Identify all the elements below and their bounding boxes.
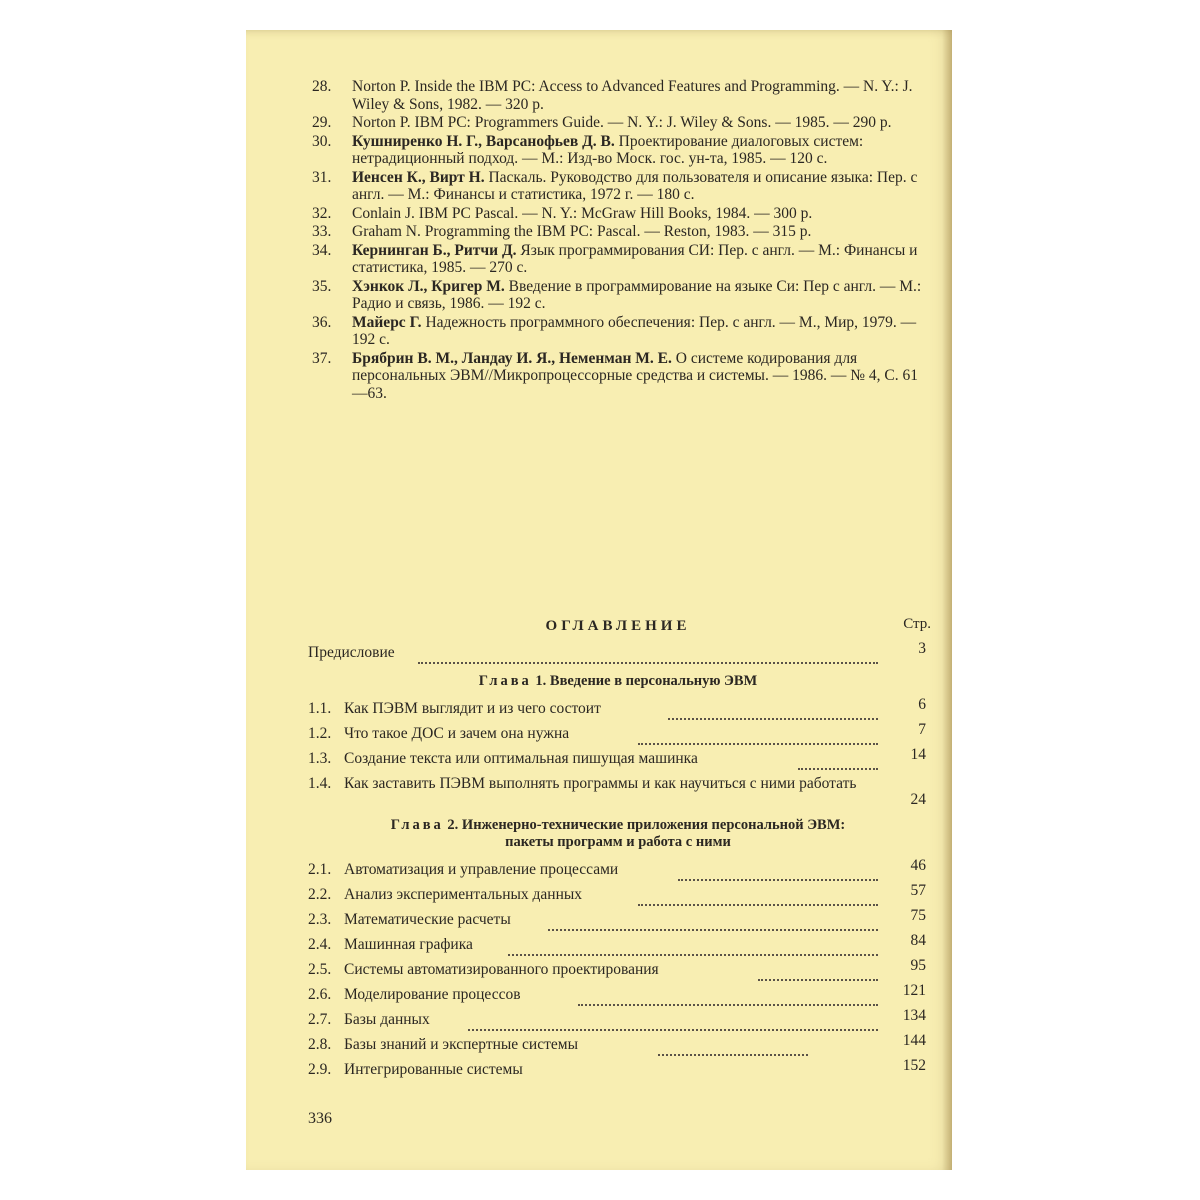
bibliography-entry [308, 78, 928, 113]
chapter-heading [308, 817, 928, 851]
entry-number: 31. [312, 168, 332, 186]
toc-entry-number: 1.3. [308, 750, 332, 767]
toc-entry-number: 2.2. [308, 886, 332, 903]
toc-entry-text: Как заставить ПЭВМ выполнять программы и как научиться с ними работать [344, 775, 857, 792]
toc-entry-text: Интегрированные системы [344, 1061, 523, 1078]
entry-authors: Кернинган Б., Ритчи Д. [352, 241, 517, 259]
toc-entry [308, 771, 928, 809]
entry-text: Norton P. IBM PC: Programmers Guide. — N. Y.: J. Wiley & Sons. — 1985. — 290 p. [352, 114, 892, 131]
toc-entry-text: Системы автоматизированного проектирования [344, 961, 659, 978]
entry-number: 34. [312, 241, 332, 259]
entry-text: Norton P. Inside the IBM PC: Access to Advanced Features and Programming. — N. Y.: J. Wiley & Sons, 1982. — 320 p. [352, 78, 913, 113]
bibliography-entry [308, 242, 928, 277]
toc-entry-page: 14 [910, 746, 926, 763]
chapter-title-continued: пакеты программ и работа с ними [505, 834, 731, 850]
entry-number: 37. [312, 349, 332, 367]
chapter-title: 2. Инженерно-технические приложения персональной ЭВМ: [447, 817, 846, 833]
toc-entry-number: 1.4. [308, 775, 332, 792]
bibliography-list [308, 78, 928, 403]
entry-text: Язык программирования СИ: Пер. с англ. — М.: Финансы и статистика, 1985. — 270 с. [352, 241, 918, 276]
bibliography-entry [308, 169, 928, 204]
entry-number: 30. [312, 132, 332, 150]
toc-entry [308, 957, 928, 982]
entry-text: Надежность программного обеспечения: Пер. с англ. — М., Мир, 1979. — 192 с. [352, 313, 917, 348]
toc-entry-text: Что такое ДОС и зачем она нужна [344, 725, 570, 742]
toc-entry-number: 2.4. [308, 936, 332, 953]
toc-entry-number: 2.3. [308, 911, 332, 928]
toc-entry-page: 144 [902, 1032, 926, 1049]
table-of-contents [308, 616, 931, 1082]
bibliography-entry [308, 350, 928, 403]
toc-entry-number: 2.6. [308, 986, 332, 1003]
toc-entry-text: Математические расчеты [344, 911, 511, 928]
entry-text: Паскаль. Руководство для пользователя и описание языка: Пер. с англ. — М.: Финансы и статистика, 1972 г. — 180 с. [352, 168, 918, 203]
entry-number: 36. [312, 313, 332, 331]
toc-entry [308, 1007, 928, 1032]
toc-entry-page: 121 [902, 982, 926, 999]
toc-entry-number: 1.2. [308, 725, 332, 742]
entry-text: Graham N. Programming the IBM PC: Pascal. — Reston, 1983. — 315 p. [352, 223, 812, 240]
entry-number: 35. [312, 277, 332, 295]
chapter-title: 1. Введение в персональную ЭВМ [535, 673, 758, 689]
toc-entry [308, 746, 928, 771]
dot-leader [668, 704, 878, 720]
toc-entry [308, 982, 928, 1007]
toc-entry-page: 6 [918, 696, 926, 713]
entry-text: Conlain J. IBM PC Pascal. — N. Y.: McGraw Hill Books, 1984. — 300 p. [352, 204, 813, 222]
book-page [246, 30, 952, 1170]
bibliography-entry [308, 278, 928, 313]
toc-title: ОГЛАВЛЕНИЕ [545, 618, 691, 634]
toc-entry-number: 2.1. [308, 861, 332, 878]
toc-entry-number: 2.5. [308, 961, 332, 978]
entry-number: 29. [312, 114, 332, 131]
bibliography-entry [308, 223, 928, 241]
toc-entry-page: 7 [918, 721, 926, 738]
toc-entry-text: Предисловие [308, 644, 395, 661]
toc-entry-page: 95 [910, 957, 926, 974]
toc-entry [308, 907, 928, 932]
dot-leader [418, 648, 878, 664]
entry-text: Проектирование диалоговых систем: нетрадиционный подход. — М.: Изд-во Моск. гос. ун-та, 1985. — 120 с. [352, 132, 864, 167]
toc-entry-text: Автоматизация и управление процессами [344, 861, 619, 878]
entry-authors: Хэнкок Л., Кригер М. [352, 277, 505, 295]
toc-entry-page: 3 [918, 640, 926, 657]
toc-entry [308, 932, 928, 957]
entry-number: 33. [312, 223, 332, 240]
dot-leader [798, 754, 878, 770]
bibliography-entry [308, 133, 928, 168]
toc-entry-text: Базы данных [344, 1011, 430, 1028]
toc-entry [308, 1057, 928, 1082]
toc-entry [308, 1032, 928, 1057]
entry-authors: Кушниренко Н. Г., Варсанофьев Д. В. [352, 132, 615, 150]
toc-entry-number: 2.9. [308, 1061, 332, 1078]
toc-entry-number: 2.8. [308, 1036, 332, 1053]
dot-leader [638, 729, 878, 745]
toc-entry-page: 24 [910, 791, 926, 808]
chapter-label: Глава [390, 817, 444, 833]
toc-entry-page: 84 [910, 932, 926, 949]
toc-entry-number: 2.7. [308, 1011, 332, 1028]
entry-authors: Иенсен К., Вирт Н. [352, 168, 485, 186]
toc-entry-page: 152 [902, 1057, 926, 1074]
toc-entry-text: Анализ экспериментальных данных [344, 886, 583, 903]
dot-leader [578, 990, 878, 1006]
toc-entry-preface [308, 640, 928, 665]
toc-header [308, 616, 931, 640]
entry-authors: Майерс Г. [352, 313, 422, 331]
chapter-label: Глава [478, 673, 532, 689]
toc-entry-page: 57 [910, 882, 926, 899]
toc-entry-page: 134 [902, 1007, 926, 1024]
bibliography-entry [308, 205, 928, 223]
dot-leader [508, 940, 878, 956]
bibliography-entry [308, 114, 928, 132]
toc-entry-page: 46 [910, 857, 926, 874]
toc-entry [308, 857, 928, 882]
toc-entry [308, 696, 928, 721]
bibliography-entry [308, 314, 928, 349]
page-number: 336 [308, 1110, 332, 1127]
toc-entry-text: Базы знаний и экспертные системы [344, 1036, 578, 1053]
dot-leader [758, 965, 878, 981]
toc-page-column-label: Стр. [903, 616, 931, 632]
dot-leader [678, 865, 878, 881]
toc-entry [308, 882, 928, 907]
toc-entry-text: Машинная графика [344, 936, 473, 953]
dot-leader [638, 890, 878, 906]
entry-number: 28. [312, 78, 332, 95]
dot-leader [468, 1015, 878, 1031]
entry-text: О системе кодирования для персональных ЭВМ//Микропроцессорные средства и системы. — 1986. — № 4, С. 61—63. [352, 349, 918, 402]
dot-leader [658, 1040, 808, 1056]
toc-entry-number: 1.1. [308, 700, 332, 717]
entry-text: Введение в программирование на языке Си: Пер с англ. — М.: Радио и связь, 1986. — 192 с. [352, 277, 922, 312]
entry-number: 32. [312, 204, 332, 222]
chapter-heading [308, 673, 928, 690]
toc-entry [308, 721, 928, 746]
toc-entry-text: Создание текста или оптимальная пишущая машинка [344, 750, 698, 767]
toc-entry-text: Моделирование процессов [344, 986, 521, 1003]
toc-entry-page: 75 [910, 907, 926, 924]
page-gutter-shadow [942, 30, 952, 1170]
toc-entry-text: Как ПЭВМ выглядит и из чего состоит [344, 700, 601, 717]
dot-leader [548, 915, 878, 931]
entry-authors: Брябрин В. М., Ландау И. Я., Неменман М. Е. [352, 349, 672, 367]
